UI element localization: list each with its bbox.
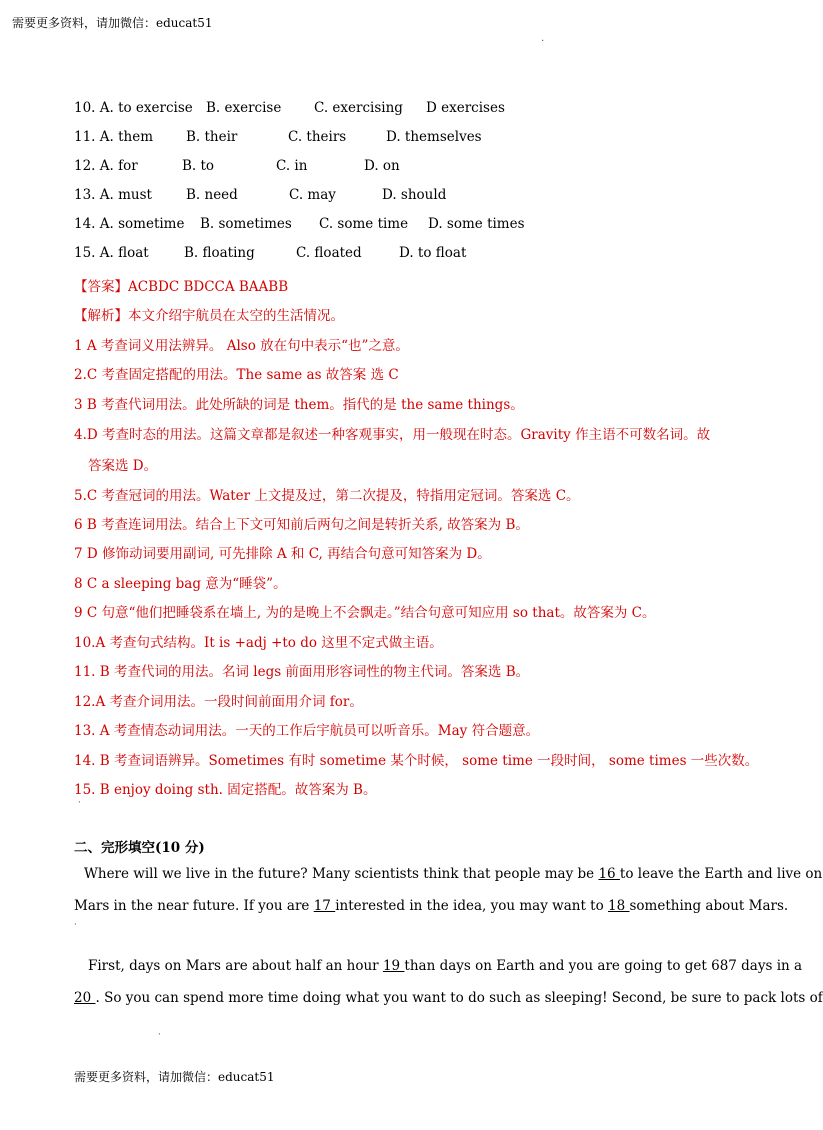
- option-row: [74, 187, 754, 207]
- section-title: 二、完形填空(10 分): [74, 840, 205, 856]
- passage-line: 20 . So you can spend more time doing what you want to do such as sleeping! Second, be sure to pack lots of: [74, 990, 823, 1006]
- passage-line: First, days on Mars are about half an hour 19 than days on Earth and you are going to get 687 days in a: [88, 958, 803, 974]
- option-row: [74, 129, 754, 149]
- explanation-line: 14. B 考查词语辨异。Sometimes 有时 sometime 某个时候， some time 一段时间， some times 一些次数。: [74, 753, 759, 769]
- option-a: 13. A. must: [74, 187, 152, 203]
- explanation-line: 11. B 考查代词的用法。名词 legs 前面用形容词性的物主代词。答案选 B。: [74, 664, 530, 680]
- option-a: 15. A. float: [74, 245, 149, 261]
- explanation-line: 6 B 考查连词用法。结合上下文可知前后两句之间是转折关系, 故答案为 B。: [74, 517, 529, 533]
- option-d: D. themselves: [386, 129, 482, 145]
- option-a: 12. A. for: [74, 158, 138, 174]
- option-row: [74, 158, 754, 178]
- answer-line: 【答案】ACBDC BDCCA BAABB: [74, 279, 289, 295]
- blank-18: 18: [608, 898, 630, 914]
- blank-20: 20: [74, 990, 96, 1006]
- option-a: 11. A. them: [74, 129, 154, 145]
- explanation-line: 8 C a sleeping bag 意为“睡袋”。: [74, 576, 287, 592]
- paragraph-mark: ·: [158, 1030, 161, 1040]
- explanation-line: 12.A 考查介词用法。一段时间前面用介词 for。: [74, 694, 363, 710]
- explanation-line: 5.C 考查冠词的用法。Water 上文提及过，第二次提及，特指用定冠词。答案选 C。: [74, 488, 580, 504]
- option-c: C. may: [289, 187, 336, 203]
- option-c: C. some time: [319, 216, 409, 232]
- option-d: D. some times: [428, 216, 525, 232]
- blank-16: 16: [598, 866, 620, 882]
- page-header: 需要更多资料，请加微信：educat51: [12, 16, 213, 30]
- explanation-line: 1 A 考查词义用法辨异。 Also 放在句中表示“也”之意。: [74, 338, 409, 354]
- analysis-title: 【解析】本文介绍宇航员在太空的生活情况。: [74, 308, 344, 324]
- option-b: B. their: [186, 129, 238, 145]
- paragraph-mark: ·: [74, 920, 77, 930]
- option-d: D. should: [382, 187, 447, 203]
- blank-19: 19: [382, 958, 405, 974]
- option-row: [74, 245, 754, 265]
- option-a: 14. A. sometime: [74, 216, 185, 232]
- option-c: C. exercising: [314, 100, 403, 116]
- option-row: [74, 100, 754, 120]
- option-d: D. on: [364, 158, 400, 174]
- option-b: B. floating: [184, 245, 255, 261]
- option-d: D. to float: [399, 245, 467, 261]
- explanation-line: 答案选 D。: [88, 458, 158, 474]
- option-b: B. exercise: [206, 100, 282, 116]
- explanation-line: 9 C 句意“他们把睡袋系在墙上, 为的是晚上不会飘走。”结合句意可知应用 so that。故答案为 C。: [74, 605, 656, 621]
- explanation-line: 2.C 考查固定搭配的用法。The same as 故答案 选 C: [74, 367, 399, 383]
- explanation-line: 3 B 考查代词用法。此处所缺的词是 them。指代的是 the same things。: [74, 397, 524, 413]
- option-b: B. need: [186, 187, 238, 203]
- explanation-line: 13. A 考查情态动词用法。一天的工作后宇航员可以听音乐。May 符合题意。: [74, 723, 540, 739]
- paragraph-mark: ·: [78, 798, 81, 808]
- passage-line: Where will we live in the future? Many scientists think that people may be 16 to leave the Earth and live on: [84, 866, 823, 882]
- explanation-line: 7 D 修饰动词要用副词, 可先排除 A 和 C, 再结合句意可知答案为 D。: [74, 546, 491, 562]
- option-row: [74, 216, 754, 236]
- blank-17: 17: [313, 898, 336, 914]
- explanation-line: 10.A 考查句式结构。It is +adj +to do 这里不定式做主语。: [74, 635, 443, 651]
- option-b: B. sometimes: [200, 216, 292, 232]
- option-c: C. in: [276, 158, 308, 174]
- explanation-line: 15. B enjoy doing sth. 固定搭配。故答案为 B。: [74, 782, 377, 798]
- option-c: C. theirs: [288, 129, 347, 145]
- option-d: D exercises: [426, 100, 505, 116]
- paragraph-mark: ·: [541, 36, 545, 47]
- page-footer: 需要更多资料，请加微信：educat51: [74, 1070, 275, 1084]
- option-b: B. to: [182, 158, 215, 174]
- option-c: C. floated: [296, 245, 362, 261]
- passage-line: Mars in the near future. If you are 17 interested in the idea, you may want to 18 something about Mars.: [74, 898, 789, 914]
- explanation-line: 4.D 考查时态的用法。这篇文章都是叙述一种客观事实，用一般现在时态。Gravity 作主语不可数名词。故: [74, 427, 711, 443]
- option-a: 10. A. to exercise: [74, 100, 193, 116]
